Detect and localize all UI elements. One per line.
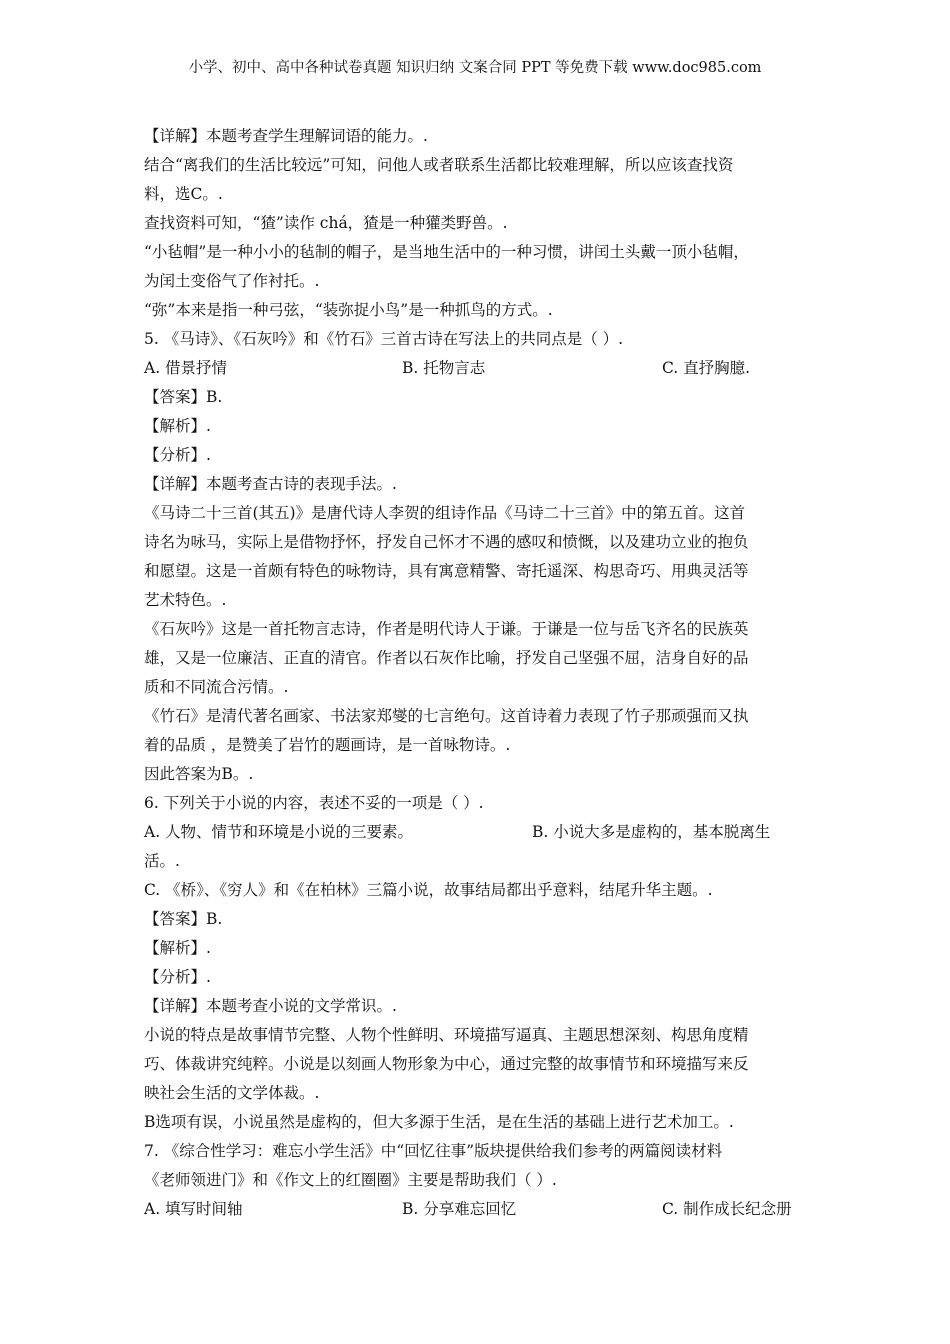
text-line: 《竹石》是清代著名画家、书法家郑燮的七言绝句。这首诗着力表现了竹子那顽强而又执 [144, 707, 749, 725]
text-line: 小说的特点是故事情节完整、人物个性鲜明、环境描写逼真、主题思想深刻、构思角度精 [144, 1026, 749, 1044]
text-line: 活。. [144, 852, 180, 870]
text-line: B选项有误，小说虽然是虚构的，但大多源于生活，是在生活的基础上进行艺术加工。. [144, 1113, 734, 1131]
option-c: C. 直抒胸臆. [662, 359, 751, 377]
text-line: 为闰土变俗气了作衬托。. [144, 272, 320, 290]
text-line: 查找资料可知，“猹”读作 chá，猹是一种獾类野兽。. [144, 214, 508, 232]
answer-line: 【答案】B. [144, 388, 223, 406]
analysis-line: 【分析】. [144, 968, 211, 986]
question-6-options [144, 818, 812, 847]
text-line: 《马诗二十三首(其五)》是唐代诗人李贺的组诗作品《马诗二十三首》中的第五首。这首 [144, 504, 746, 522]
detail-line: 【详解】本题考查小说的文学常识。. [144, 997, 397, 1015]
text-line: 巧、体裁讲究纯粹。小说是以刻画人物形象为中心，通过完整的故事情节和环境描写来反 [144, 1055, 749, 1073]
question-5-options [144, 354, 812, 383]
option-b: B. 分享难忘回忆 [402, 1200, 517, 1218]
question-7-stem: 《老师领进门》和《作文上的红圈圈》主要是帮助我们（ ）. [144, 1171, 557, 1189]
text-line: 《石灰吟》这是一首托物言志诗，作者是明代诗人于谦。于谦是一位与岳飞齐名的民族英 [144, 620, 749, 638]
page-header: 小学、初中、高中各种试卷真题 知识归纳 文案合同 PPT 等免费下载 www.doc985.com [188, 60, 762, 76]
document-body [144, 122, 812, 1224]
option-b: B. 小说大多是虚构的，基本脱离生 [532, 823, 771, 841]
option-a: A. 人物、情节和环境是小说的三要素。 [144, 823, 414, 841]
detail-line: 【详解】本题考查古诗的表现手法。. [144, 475, 397, 493]
answer-line: 【答案】B. [144, 910, 223, 928]
text-line: 因此答案为B。. [144, 765, 254, 783]
analysis-line: 【解析】. [144, 939, 211, 957]
option-c: C. 制作成长纪念册 [662, 1200, 792, 1218]
option-a: A. 借景抒情 [144, 359, 228, 377]
text-line: 结合“离我们的生活比较远”可知，问他人或者联系生活都比较难理解，所以应该查找资 [144, 156, 734, 174]
question-7-stem: 7. 《综合性学习：难忘小学生活》中“回忆往事”版块提供给我们参考的两篇阅读材料 [144, 1142, 723, 1160]
text-line: 着的品质 ，是赞美了岩竹的题画诗，是一首咏物诗。. [144, 736, 511, 754]
option-a: A. 填写时间轴 [144, 1200, 243, 1218]
text-line: 雄，又是一位廉洁、正直的清官。作者以石灰作比喻，抒发自己坚强不屈，洁身自好的品 [144, 649, 749, 667]
analysis-line: 【分析】. [144, 446, 211, 464]
question-7-options [144, 1195, 812, 1224]
option-c: C. 《桥》、《穷人》和《在柏林》三篇小说，故事结局都出乎意料，结尾升华主题。. [144, 881, 713, 899]
text-line: 质和不同流合污情。. [144, 678, 289, 696]
analysis-line: 【解析】. [144, 417, 211, 435]
text-line: 和愿望。这是一首颇有特色的咏物诗，具有寓意精警、寄托遥深、构思奇巧、用典灵活等 [144, 562, 749, 580]
text-line: 【详解】本题考查学生理解词语的能力。. [144, 127, 428, 145]
question-5-stem: 5. 《马诗》、《石灰吟》和《竹石》三首古诗在写法上的共同点是（ ）. [144, 330, 624, 348]
text-line: 诗名为咏马，实际上是借物抒怀，抒发自己怀才不遇的感叹和愤慨，以及建功立业的抱负 [144, 533, 749, 551]
text-line: “小毡帽”是一种小小的毡制的帽子，是当地生活中的一种习惯，讲闰土头戴一顶小毡帽， [144, 243, 749, 261]
text-line: 艺术特色。. [144, 591, 227, 609]
question-6-stem: 6. 下列关于小说的内容，表述不妥的一项是（ ）. [144, 794, 484, 812]
text-line: 映社会生活的文学体裁。. [144, 1084, 320, 1102]
option-b: B. 托物言志 [402, 359, 486, 377]
text-line: 料，选C。. [144, 185, 223, 203]
text-line: “弥”本来是指一种弓弦，“装弥捉小鸟”是一种抓鸟的方式。. [144, 301, 553, 319]
